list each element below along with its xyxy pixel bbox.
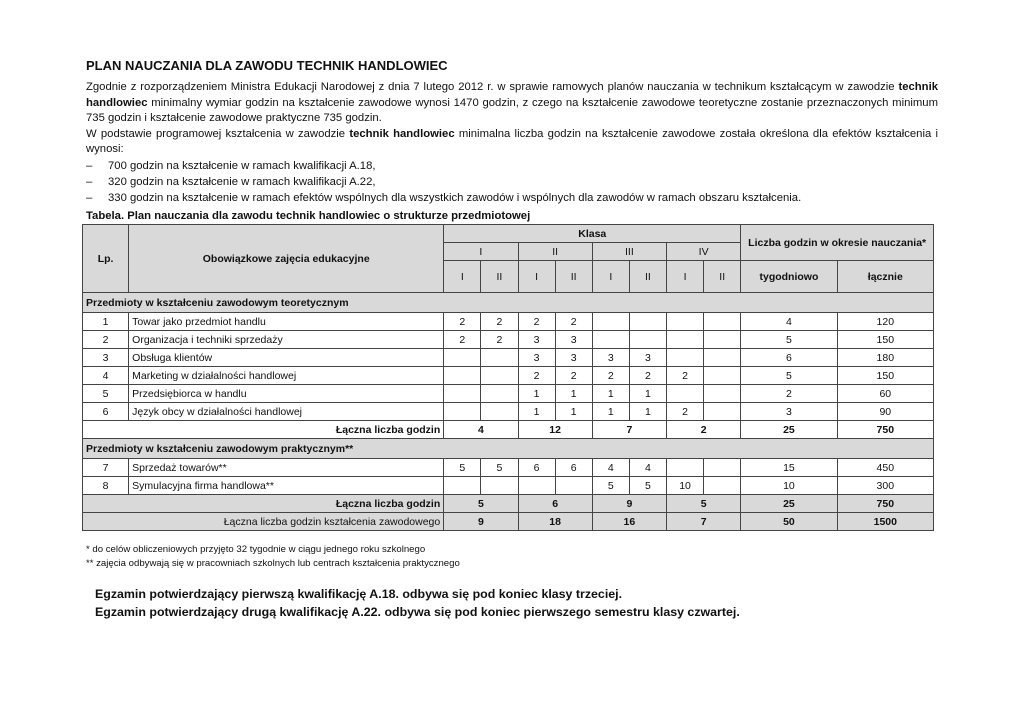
cell-hours xyxy=(629,313,666,331)
cell-hours: 2 xyxy=(481,331,518,349)
list-item: – 700 godzin na kształcenie w ramach kwalifikacji A.18, xyxy=(86,158,938,174)
cell-hours: 5 xyxy=(444,459,481,477)
cell-total: 150 xyxy=(837,367,933,385)
cell-hours: 4 xyxy=(629,459,666,477)
cell-hours xyxy=(704,367,741,385)
header-semester: II xyxy=(704,261,741,293)
sum-class: 5 xyxy=(667,495,741,513)
cell-weekly: 10 xyxy=(741,477,837,495)
cell-hours: 2 xyxy=(481,313,518,331)
sum-label: Łączna liczba godzin kształcenia zawodowego xyxy=(83,513,444,531)
sum-total: 750 xyxy=(837,421,933,439)
header-semester: I xyxy=(592,261,629,293)
intro-paragraph-2: W podstawie programowej kształcenia w zawodzie technik handlowiec minimalna liczba godzin na kształcenie zawodowe została określona dla efektów kształcenia i wynosi: xyxy=(86,127,938,156)
sum-class: 16 xyxy=(592,513,666,531)
cell-hours xyxy=(481,349,518,367)
cell-hours xyxy=(481,477,518,495)
sum-class: 2 xyxy=(667,421,741,439)
cell-hours: 2 xyxy=(629,367,666,385)
cell-hours: 2 xyxy=(518,313,555,331)
header-semester: II xyxy=(629,261,666,293)
cell-hours: 3 xyxy=(555,331,592,349)
cell-hours: 2 xyxy=(555,313,592,331)
table-row xyxy=(83,403,934,421)
cell-weekly: 4 xyxy=(741,313,837,331)
sum-class: 7 xyxy=(592,421,666,439)
footnote: ** zajęcia odbywają się w pracowniach szkolnych lub centrach kształcenia praktycznego xyxy=(86,558,460,569)
curriculum-table xyxy=(82,224,934,531)
cell-hours xyxy=(704,331,741,349)
sum-row-practice xyxy=(83,495,934,513)
cell-hours: 3 xyxy=(518,349,555,367)
cell-total: 180 xyxy=(837,349,933,367)
table-row xyxy=(83,459,934,477)
header-class: III xyxy=(592,243,666,261)
exam-notes xyxy=(95,585,740,621)
cell-lp: 3 xyxy=(83,349,129,367)
cell-lp: 4 xyxy=(83,367,129,385)
sum-total: 1500 xyxy=(837,513,933,531)
cell-hours: 1 xyxy=(518,403,555,421)
cell-subject: Symulacyjna firma handlowa** xyxy=(129,477,444,495)
cell-hours: 1 xyxy=(518,385,555,403)
cell-hours xyxy=(704,403,741,421)
cell-hours: 5 xyxy=(629,477,666,495)
cell-hours xyxy=(592,313,629,331)
cell-hours: 2 xyxy=(667,403,704,421)
cell-hours xyxy=(704,349,741,367)
cell-hours xyxy=(704,459,741,477)
cell-hours: 10 xyxy=(667,477,704,495)
cell-hours: 1 xyxy=(592,403,629,421)
cell-hours: 4 xyxy=(592,459,629,477)
header-klasa: Klasa xyxy=(444,225,741,243)
cell-subject: Obsługa klientów xyxy=(129,349,444,367)
cell-hours: 3 xyxy=(629,349,666,367)
cell-hours xyxy=(444,477,481,495)
cell-hours: 6 xyxy=(518,459,555,477)
header-subject: Obowiązkowe zajęcia edukacyjne xyxy=(129,225,444,293)
cell-hours xyxy=(667,331,704,349)
header-class: II xyxy=(518,243,592,261)
sum-class: 9 xyxy=(592,495,666,513)
sum-weekly: 25 xyxy=(741,495,837,513)
cell-lp: 2 xyxy=(83,331,129,349)
exam-note: Egzamin potwierdzający drugą kwalifikację A.22. odbywa się pod koniec pierwszego semestru klasy czwartej. xyxy=(95,605,740,619)
cell-hours xyxy=(555,477,592,495)
cell-hours xyxy=(667,385,704,403)
cell-total: 120 xyxy=(837,313,933,331)
sum-class: 9 xyxy=(444,513,518,531)
cell-hours xyxy=(592,331,629,349)
table-row xyxy=(83,349,934,367)
cell-hours xyxy=(667,349,704,367)
cell-hours: 1 xyxy=(629,385,666,403)
list-item: – 320 godzin na kształcenie w ramach kwalifikacji A.22, xyxy=(86,174,938,190)
cell-hours xyxy=(444,367,481,385)
cell-hours xyxy=(481,367,518,385)
cell-hours: 2 xyxy=(444,331,481,349)
table-caption: Tabela. Plan nauczania dla zawodu technik handlowiec o strukturze przedmiotowej xyxy=(86,210,531,222)
sum-class: 18 xyxy=(518,513,592,531)
cell-hours: 5 xyxy=(592,477,629,495)
cell-hours: 2 xyxy=(592,367,629,385)
cell-hours xyxy=(667,459,704,477)
cell-hours xyxy=(629,331,666,349)
header-semester: I xyxy=(518,261,555,293)
cell-hours: 3 xyxy=(518,331,555,349)
sum-class: 12 xyxy=(518,421,592,439)
cell-weekly: 6 xyxy=(741,349,837,367)
cell-hours xyxy=(518,477,555,495)
cell-hours: 3 xyxy=(592,349,629,367)
cell-hours: 1 xyxy=(555,385,592,403)
cell-subject: Marketing w działalności handlowej xyxy=(129,367,444,385)
cell-hours: 1 xyxy=(629,403,666,421)
cell-hours xyxy=(481,385,518,403)
sum-class: 4 xyxy=(444,421,518,439)
sum-label: Łączna liczba godzin xyxy=(83,495,444,513)
cell-hours: 2 xyxy=(444,313,481,331)
section-theory: Przedmioty w kształceniu zawodowym teoretycznym xyxy=(83,293,934,313)
hours-list xyxy=(86,158,938,206)
cell-hours xyxy=(667,313,704,331)
cell-hours xyxy=(481,403,518,421)
header-semester: I xyxy=(667,261,704,293)
sum-row-theory xyxy=(83,421,934,439)
table-row xyxy=(83,331,934,349)
cell-subject: Sprzedaż towarów** xyxy=(129,459,444,477)
sum-class: 6 xyxy=(518,495,592,513)
sum-class: 5 xyxy=(444,495,518,513)
cell-hours: 6 xyxy=(555,459,592,477)
cell-hours: 2 xyxy=(518,367,555,385)
table-row xyxy=(83,367,934,385)
cell-subject: Język obcy w działalności handlowej xyxy=(129,403,444,421)
cell-subject: Towar jako przedmiot handlu xyxy=(129,313,444,331)
header-semester: I xyxy=(444,261,481,293)
cell-total: 90 xyxy=(837,403,933,421)
header-total: łącznie xyxy=(837,261,933,293)
header-lp: Lp. xyxy=(83,225,129,293)
cell-weekly: 2 xyxy=(741,385,837,403)
exam-note: Egzamin potwierdzający pierwszą kwalifikację A.18. odbywa się pod koniec klasy trzeciej. xyxy=(95,587,623,601)
header-class: I xyxy=(444,243,518,261)
footnote: * do celów obliczeniowych przyjęto 32 tygodnie w ciągu jednego roku szkolnego xyxy=(86,544,426,555)
header-class: IV xyxy=(667,243,741,261)
cell-weekly: 5 xyxy=(741,367,837,385)
list-item: – 330 godzin na kształcenie w ramach efektów wspólnych dla wszystkich zawodów i wspólnych dla zawodów w ramach obszaru kształcenia. xyxy=(86,190,938,206)
sum-weekly: 50 xyxy=(741,513,837,531)
cell-hours: 1 xyxy=(555,403,592,421)
cell-subject: Organizacja i techniki sprzedaży xyxy=(129,331,444,349)
cell-hours xyxy=(444,385,481,403)
cell-total: 450 xyxy=(837,459,933,477)
cell-hours: 2 xyxy=(555,367,592,385)
cell-lp: 7 xyxy=(83,459,129,477)
sum-row-all xyxy=(83,513,934,531)
sum-label: Łączna liczba godzin xyxy=(83,421,444,439)
cell-hours xyxy=(704,477,741,495)
cell-weekly: 15 xyxy=(741,459,837,477)
header-weekly: tygodniowo xyxy=(741,261,837,293)
cell-hours: 5 xyxy=(481,459,518,477)
section-practice: Przedmioty w kształceniu zawodowym praktycznym** xyxy=(83,439,934,459)
cell-lp: 6 xyxy=(83,403,129,421)
cell-hours: 2 xyxy=(667,367,704,385)
sum-total: 750 xyxy=(837,495,933,513)
cell-hours: 3 xyxy=(555,349,592,367)
header-semester: II xyxy=(481,261,518,293)
page-title: PLAN NAUCZANIA DLA ZAWODU TECHNIK HANDLOWIEC xyxy=(86,58,448,73)
header-hours: Liczba godzin w okresie nauczania* xyxy=(741,225,934,261)
intro-text xyxy=(86,80,938,206)
cell-hours: 1 xyxy=(592,385,629,403)
cell-weekly: 3 xyxy=(741,403,837,421)
cell-lp: 5 xyxy=(83,385,129,403)
header-semester: II xyxy=(555,261,592,293)
cell-lp: 1 xyxy=(83,313,129,331)
cell-hours xyxy=(444,403,481,421)
cell-hours xyxy=(704,313,741,331)
cell-total: 150 xyxy=(837,331,933,349)
table-row xyxy=(83,385,934,403)
cell-weekly: 5 xyxy=(741,331,837,349)
cell-lp: 8 xyxy=(83,477,129,495)
cell-total: 300 xyxy=(837,477,933,495)
cell-total: 60 xyxy=(837,385,933,403)
cell-subject: Przedsiębiorca w handlu xyxy=(129,385,444,403)
intro-paragraph-1: Zgodnie z rozporządzeniem Ministra Edukacji Narodowej z dnia 7 lutego 2012 r. w sprawie ramowych planów nauczania w technikum kształcącym w zawodzie technik handlowiec minimalny wymiar godzin na kształcenie zawodowe wynosi 1470 godzin, z czego na kształcenie zawodowe teoretyczne zostanie przeznaczonych minimum 735 godzin i kształcenie zawodowe praktyczne 735 godzin. xyxy=(86,81,938,125)
cell-hours xyxy=(704,385,741,403)
footnotes xyxy=(86,543,460,571)
table-row xyxy=(83,477,934,495)
sum-class: 7 xyxy=(667,513,741,531)
table-row xyxy=(83,313,934,331)
cell-hours xyxy=(444,349,481,367)
sum-weekly: 25 xyxy=(741,421,837,439)
